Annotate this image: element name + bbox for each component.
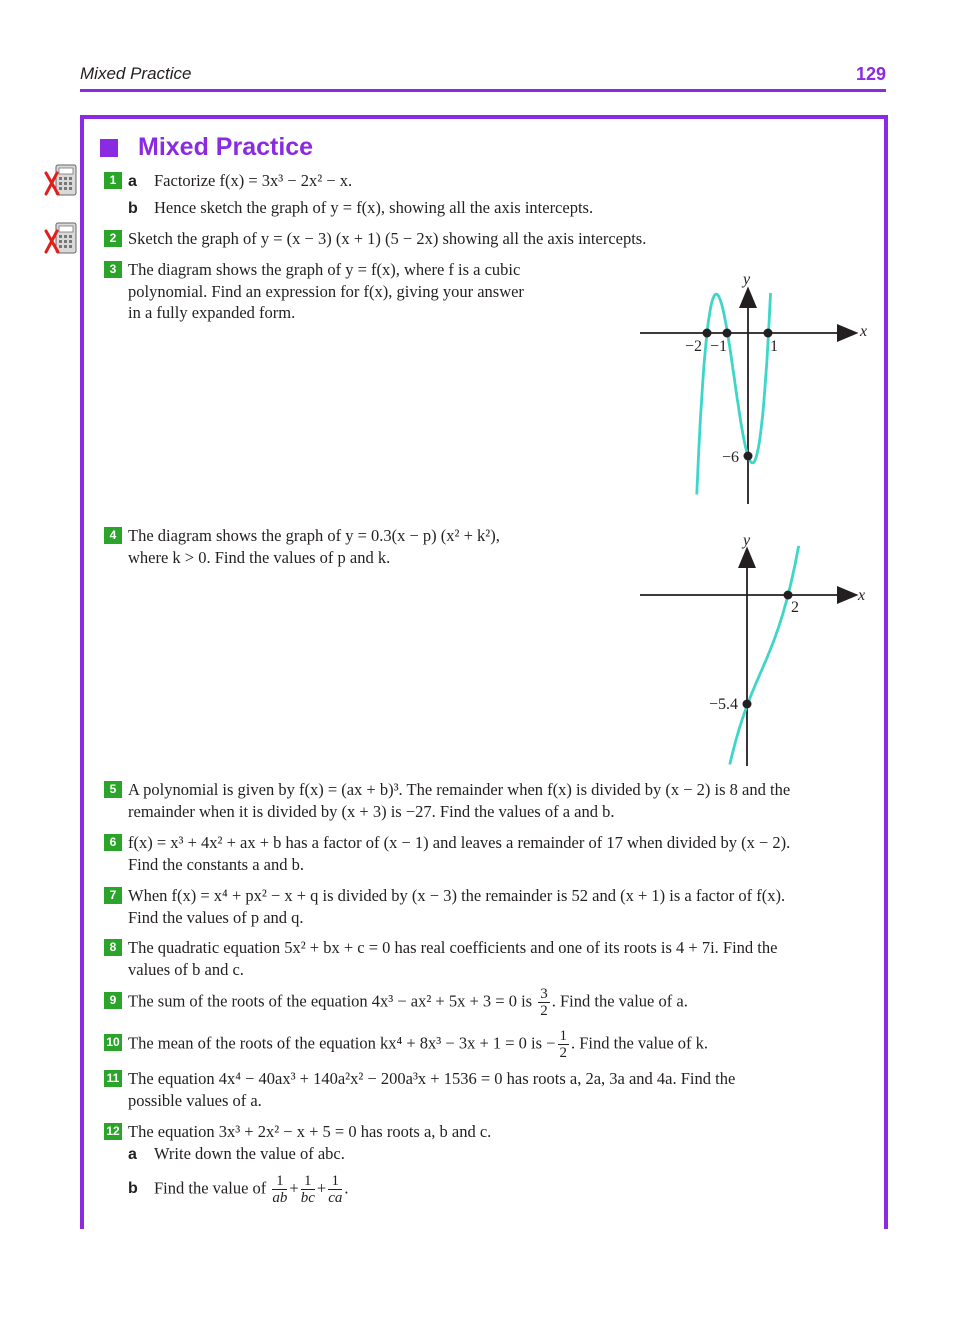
root-point [723, 329, 732, 338]
question-number: 8 [104, 939, 122, 956]
section-title: Mixed Practice [138, 133, 314, 161]
question-text [128, 525, 500, 568]
fraction [301, 1173, 315, 1206]
fraction-numerator: 1 [328, 1173, 342, 1190]
fraction-numerator: 1 [559, 1028, 567, 1044]
cubic-curve [730, 546, 799, 765]
cubic-graph-q3 [630, 268, 875, 508]
text-line: A polynomial is given by f(x) = (ax + b)³. The remainder when f(x) is divided by (x − 2) is 8 and the [128, 780, 791, 799]
fraction [538, 986, 550, 1019]
text-line: in a fully expanded form. [128, 303, 296, 322]
fraction-denominator: bc [300, 1190, 315, 1206]
fraction-denominator: ab [272, 1190, 288, 1206]
part-text: Hence sketch the graph of y = f(x), showing all the axis intercepts. [154, 198, 594, 217]
text-line: Find the values of p and q. [128, 907, 304, 927]
part-text: Write down the value of abc. [154, 1144, 345, 1163]
fraction [558, 1028, 570, 1061]
fraction [272, 1173, 287, 1206]
plus-sign: + [316, 1178, 327, 1198]
part-text: Factorize f(x) = 3x³ − 2x² − x. [154, 171, 353, 190]
question-part-b [128, 197, 593, 220]
x-tick-label: −1 [710, 338, 728, 355]
root-point [703, 329, 712, 338]
part-label: a [128, 1146, 137, 1163]
text-segment: Find the value of [154, 1178, 271, 1198]
page-number: 129 [855, 64, 886, 84]
fraction-denominator: 2 [559, 1045, 567, 1061]
y-intercept-point [744, 452, 753, 461]
text-line: Find the constants a and b. [128, 854, 304, 874]
fraction-numerator: 3 [540, 986, 548, 1002]
question-number: 7 [104, 887, 122, 904]
running-header-title: Mixed Practice [80, 64, 192, 83]
text-line: f(x) = x³ + 4x² + ax + b has a factor of (x − 1) and leaves a remainder of 17 when divided by (x − 2). [128, 833, 791, 852]
y-intercept-point [743, 700, 752, 709]
text-line: The diagram shows the graph of y = f(x), where f is a cubic [128, 260, 521, 279]
fraction-denominator: ca [328, 1190, 343, 1206]
no-calculator-icon [44, 164, 78, 198]
text-segment: . [344, 1178, 349, 1198]
x-tick-label: 1 [770, 338, 778, 355]
x-axis-label: x [860, 323, 868, 340]
text-segment: The sum of the roots of the equation 4x³ − ax² + 5x + 3 = 0 is [128, 991, 537, 1011]
text-line: The equation 4x⁴ − 40ax³ + 140a²x² − 200a³x + 1536 = 0 has roots a, 2a, 3a and 4a. Find the [128, 1069, 736, 1088]
question-text: The equation 3x³ + 2x² − x + 5 = 0 has roots a, b and c. [128, 1122, 492, 1141]
y-tick-label: −6 [722, 449, 740, 466]
question-number: 4 [104, 527, 122, 544]
text-line: The diagram shows the graph of y = 0.3(x − p) (x² + k²), [128, 526, 500, 545]
question-text [128, 1028, 708, 1061]
question-text [128, 832, 790, 875]
text-line: remainder when it is divided by (x + 3) is −27. Find the values of a and b. [128, 801, 615, 821]
fraction-numerator: 1 [301, 1173, 315, 1190]
no-calculator-icon [44, 222, 78, 256]
question-text [128, 986, 688, 1019]
text-line: polynomial. Find an expression for f(x), giving your answer [128, 281, 524, 301]
text-line: The quadratic equation 5x² + bx + c = 0 has real coefficients and one of its roots is 4 + 7i. Find the [128, 938, 778, 957]
question-number: 5 [104, 781, 122, 798]
fraction-denominator: 2 [540, 1003, 548, 1019]
question-number: 1 [104, 172, 122, 189]
question-part-b [128, 1173, 349, 1206]
y-axis-label: y [743, 532, 751, 549]
question-part-a [128, 1143, 345, 1166]
text-line: When f(x) = x⁴ + px² − x + q is divided by (x − 3) the remainder is 52 and (x + 1) is a factor of f(x). [128, 886, 786, 905]
question-number: 2 [104, 230, 122, 247]
plus-sign: + [289, 1178, 299, 1198]
part-label: b [128, 200, 138, 217]
question-number: 3 [104, 261, 122, 278]
text-line: where k > 0. Find the values of p and k. [128, 547, 391, 567]
cubic-graph-q4 [630, 530, 875, 770]
question-text [128, 779, 790, 822]
x-axis-label: x [858, 587, 866, 604]
fraction-numerator: 1 [272, 1173, 287, 1190]
x-tick-label: −2 [685, 338, 703, 355]
x-tick-label: 2 [791, 599, 799, 616]
fraction [328, 1173, 342, 1206]
part-label: b [128, 1180, 138, 1198]
question-part-a [128, 170, 352, 193]
header-rule [80, 89, 886, 92]
part-label: a [128, 173, 137, 190]
question-text [128, 1068, 735, 1111]
question-number: 9 [104, 992, 122, 1009]
root-point [764, 329, 773, 338]
section-heading [100, 133, 313, 162]
question-text [128, 259, 524, 324]
question-number: 6 [104, 834, 122, 851]
question-number: 12 [104, 1123, 122, 1140]
question-text [128, 885, 785, 928]
y-axis-label: y [743, 271, 751, 288]
text-segment: The mean of the roots of the equation kx⁴ + 8x³ − 3x + 1 = 0 is − [128, 1033, 556, 1053]
text-segment: . Find the value of k. [571, 1033, 709, 1053]
question-number: 10 [104, 1034, 122, 1051]
question-text [128, 937, 777, 980]
question-text: Sketch the graph of y = (x − 3) (x + 1) (5 − 2x) showing all the axis intercepts. [128, 229, 647, 248]
question-number: 11 [104, 1070, 122, 1087]
section-square-icon [100, 139, 118, 157]
text-line: possible values of a. [128, 1090, 262, 1110]
y-tick-label: −5.4 [709, 696, 739, 713]
text-line: values of b and c. [128, 959, 244, 979]
text-segment: . Find the value of a. [551, 991, 688, 1011]
